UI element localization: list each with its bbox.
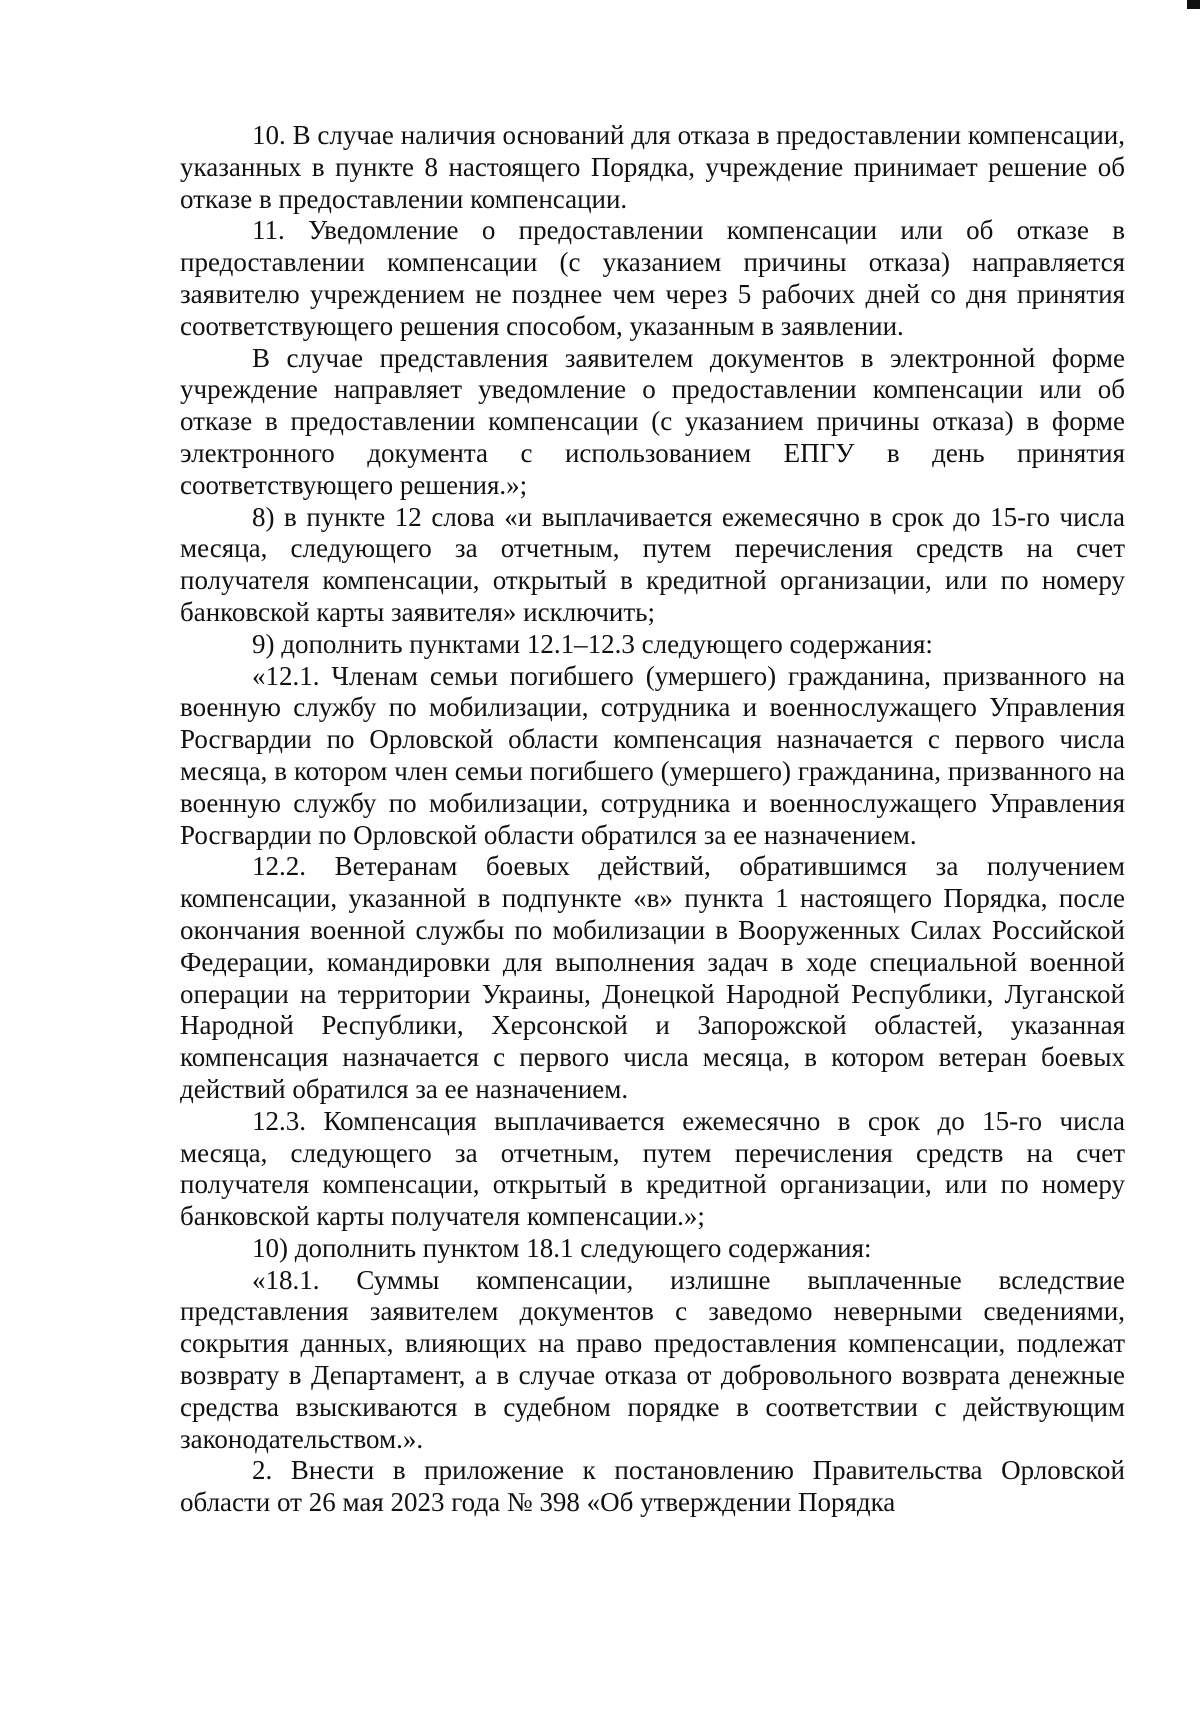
paragraph-subitem-9: 9) дополнить пунктами 12.1–12.3 следующего содержания: [252, 628, 933, 659]
paragraph-item-11: 11. Уведомление о предоставлении компенсации или об отказе в предоставлении компенсации (с указанием причины отказа) направляется заявителю учреждением не позднее чем через 5 рабочих дней со дня принятия соответствующего решения способом, указанным в заявлении. [180, 215, 1125, 341]
paragraph-item-12-2: 12.2. Ветеранам боевых действий, обратившимся за получением компенсации, указанной в подпункте «в» пункта 1 настоящего Порядка, после окончания военной службы по мобилизации в Вооруженных Силах Российской Федерации, командировки для выполнения задач в ходе специальной военной операции на территории Украины, Донецкой Народной Республики, Луганской Народной Республики, Херсонской и Запорожской областей, указанная компенсация назначается с первого числа месяца, в котором ветеран боевых действий обратился за ее назначением. [180, 851, 1125, 1104]
paragraph-item-12-3: 12.3. Компенсация выплачивается ежемесячно в срок до 15-го числа месяца, следующего за отчетным, путем перечисления средств на счет получателя компенсации, открытый в кредитной организации, или по номеру банковской карты получателя компенсации.»; [180, 1105, 1125, 1232]
paragraph-subitem-8: 8) в пункте 12 слова «и выплачивается ежемесячно в срок до 15-го числа месяца, следующего за отчетным, путем перечисления средств на счет получателя компенсации, открытый в кредитной организации, или по номеру банковской карты заявителя» исключить; [180, 501, 1125, 627]
document-body [180, 120, 1125, 1519]
paragraph-item-18-1: «18.1. Суммы компенсации, излишне выплаченные вследствие представления заявителем документов с заведомо неверными сведениями, сокрытия данных, влияющих на право предоставления компенсации, подлежат возврату в Департамент, а в случае отказа от добровольного возврата денежные средства взыскиваются в судебном порядке в соответствии с действующим законодательством.». [180, 1264, 1125, 1454]
paragraph-electronic-form: В случае представления заявителем документов в электронной форме учреждение направляет уведомление о предоставлении компенсации или об отказе в предоставлении компенсации (с указанием причины отказа) в форме электронного документа с использованием ЕПГУ в день принятия соответствующего решения.»; [180, 342, 1125, 500]
scan-edge-mark [1187, 0, 1200, 9]
paragraph-item-2: 2. Внести в приложение к постановлению Правительства Орловской области от 26 мая 2023 года № 398 «Об утверждении Порядка [180, 1455, 1125, 1518]
paragraph-item-12-1: «12.1. Членам семьи погибшего (умершего) гражданина, призванного на военную службу по мобилизации, сотрудника и военнослужащего Управления Росгвардии по Орловской области компенсация назначается с первого числа месяца, в котором член семьи погибшего (умершего) гражданина, призванного на военную службу по мобилизации, сотрудника и военнослужащего Управления Росгвардии по Орловской области обратился за ее назначением. [180, 660, 1125, 850]
paragraph-subitem-10: 10) дополнить пунктом 18.1 следующего содержания: [252, 1232, 872, 1263]
paragraph-item-10: 10. В случае наличия оснований для отказа в предоставлении компенсации, указанных в пункте 8 настоящего Порядка, учреждение принимает решение об отказе в предоставлении компенсации. [180, 120, 1125, 214]
